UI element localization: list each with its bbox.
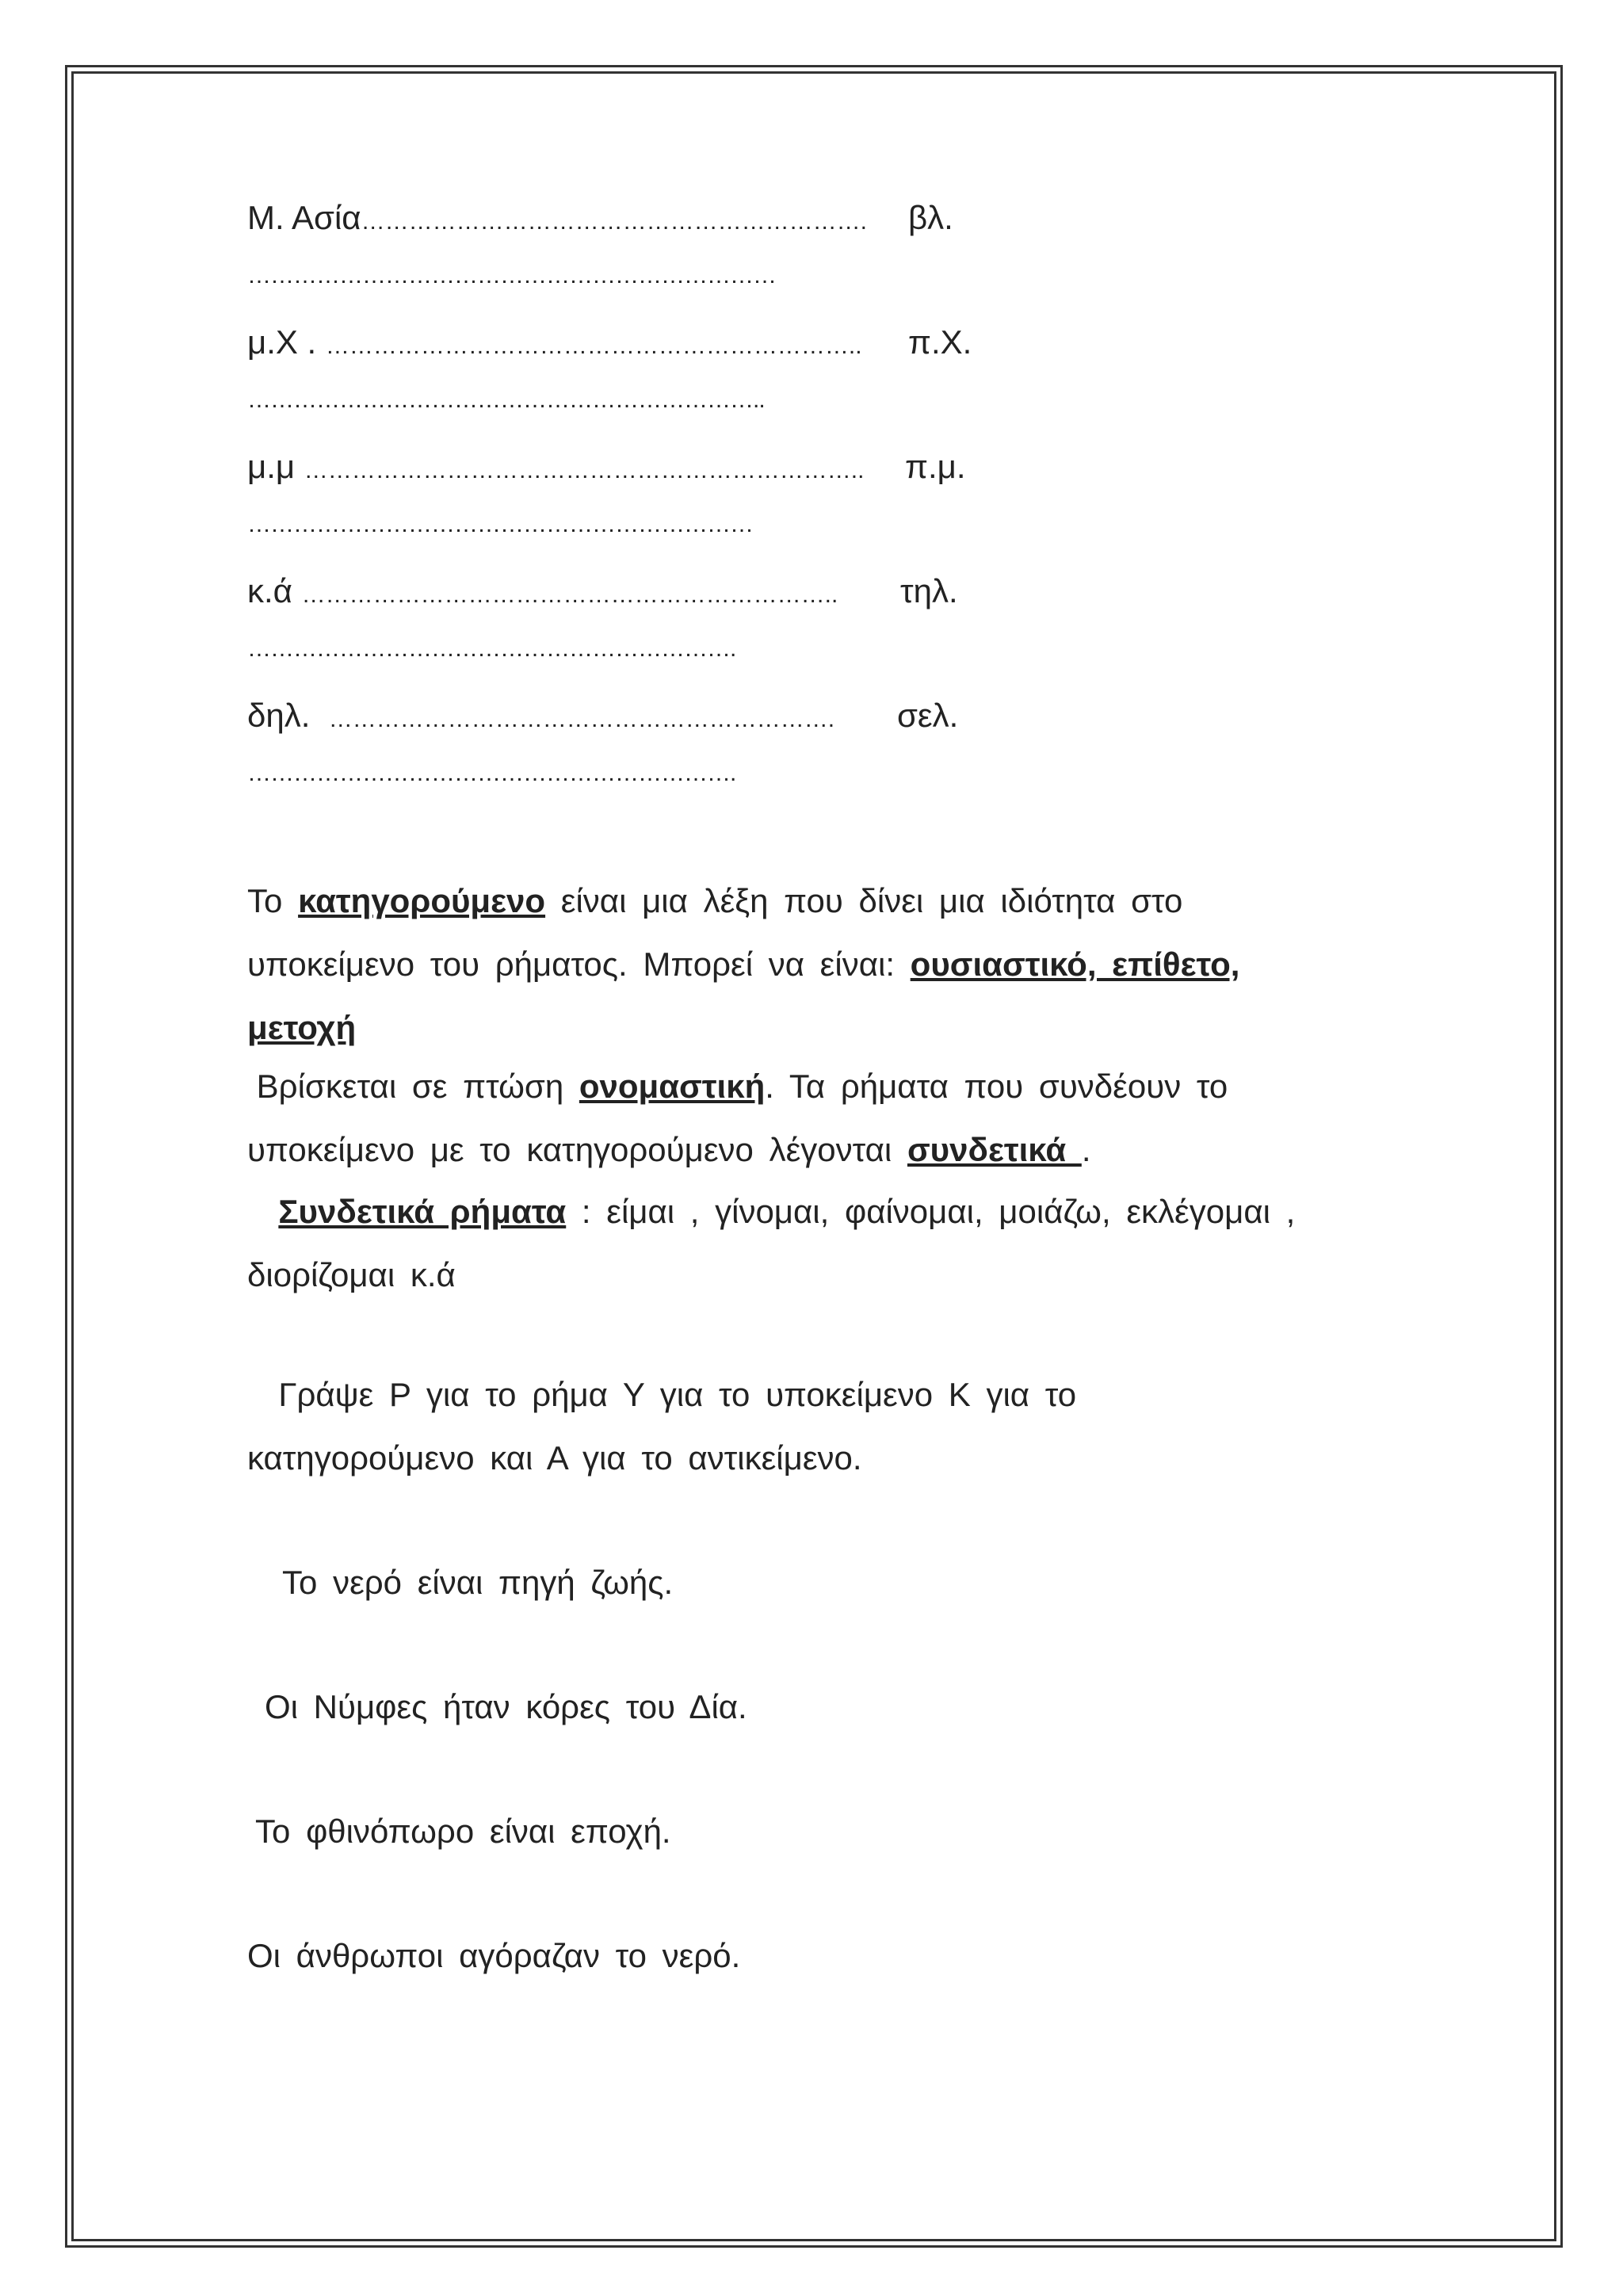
exercise-sentence-3: Το φθινόπωρο είναι εποχή. <box>255 1813 671 1850</box>
theory-text: Το <box>247 882 299 919</box>
exercise-sentence-4: Οι άνθρωποι αγόραζαν το νερό. <box>247 1937 741 1974</box>
abbr-row-4-left <box>247 571 838 611</box>
abbr-row-4-right: τηλ. <box>900 572 958 609</box>
abbr-row-1-fill: …………………………………………………………… <box>247 262 776 288</box>
abbr-row-1-right: βλ. <box>908 199 953 236</box>
theory-text: . <box>1081 1131 1091 1168</box>
fill-dots: ………………………………………………………….. <box>301 582 838 608</box>
abbr-row-1-left <box>247 198 867 238</box>
theory-paragraph-1 <box>247 869 1349 1060</box>
term-predicate: κατηγορούμενο <box>298 882 546 919</box>
abbr-row-2-fill: ………………………………………………………….. <box>247 387 765 413</box>
abbr-row-3-left <box>247 447 864 487</box>
fill-dots: ………………………………………………………. <box>361 208 867 235</box>
abbr-row-4-fill: ………………………………………………………. <box>247 636 736 662</box>
exercise-sentence-1: Το νερό είναι πηγή ζωής. <box>282 1564 674 1601</box>
abbr-label: μ.μ <box>247 448 296 485</box>
term-types: ουσιαστικό, επίθετο, μετοχή <box>247 946 1240 1046</box>
abbr-label: δηλ. <box>247 697 311 734</box>
abbr-label: κ.ά <box>247 572 292 609</box>
fill-dots: ………………………………………………………….. <box>325 333 862 359</box>
theory-text: Βρίσκεται σε πτώση <box>247 1068 579 1105</box>
abbr-label: Μ. Ασία <box>247 199 361 236</box>
exercise-sentence-2: Οι Νύμφες ήταν κόρες του Δία. <box>265 1688 747 1725</box>
fill-dots: ………………………………………………………. <box>328 706 835 732</box>
abbr-row-5-left <box>247 696 834 735</box>
theory-paragraph-3 <box>247 1180 1341 1307</box>
term-nominative: ονομαστική <box>579 1068 766 1105</box>
fill-dots: …………………………………………………………….. <box>304 457 865 483</box>
linking-verbs-list: : είμαι , γίνομαι, φαίνομαι, μοιάζω, εκλέγομαι , διορίζομαι κ.ά <box>247 1193 1296 1293</box>
abbr-row-5-fill: ………………………………………………………. <box>247 760 736 786</box>
theory-text: . Τα ρήματα που συνδέουν το υποκείμενο με το κατηγορούμενο λέγονται <box>247 1068 1228 1168</box>
abbr-label: μ.Χ . <box>247 323 317 361</box>
term-linking-verbs: Συνδετικά ρήματα <box>278 1193 567 1230</box>
abbr-row-2-left <box>247 323 862 362</box>
theory-text: είναι μια λέξη που δίνει μια ιδιότητα στο υποκείμενο του ρήματος. Μπορεί να είναι: <box>247 882 1183 983</box>
abbr-row-3-right: π.μ. <box>905 448 966 485</box>
abbr-row-5-right: σελ. <box>897 697 959 734</box>
abbr-row-3-fill: ………………………………………………………… <box>247 511 753 537</box>
exercise-instruction <box>247 1363 1198 1490</box>
theory-paragraph-2 <box>247 1055 1341 1182</box>
term-linking: συνδετικά <box>907 1131 1082 1168</box>
abbr-row-2-right: π.Χ. <box>908 323 972 361</box>
instruction-text: Γράψε Ρ για το ρήμα Υ για το υποκείμενο Κ για το κατηγορούμενο και Α για το αντικείμενο. <box>247 1376 1077 1477</box>
